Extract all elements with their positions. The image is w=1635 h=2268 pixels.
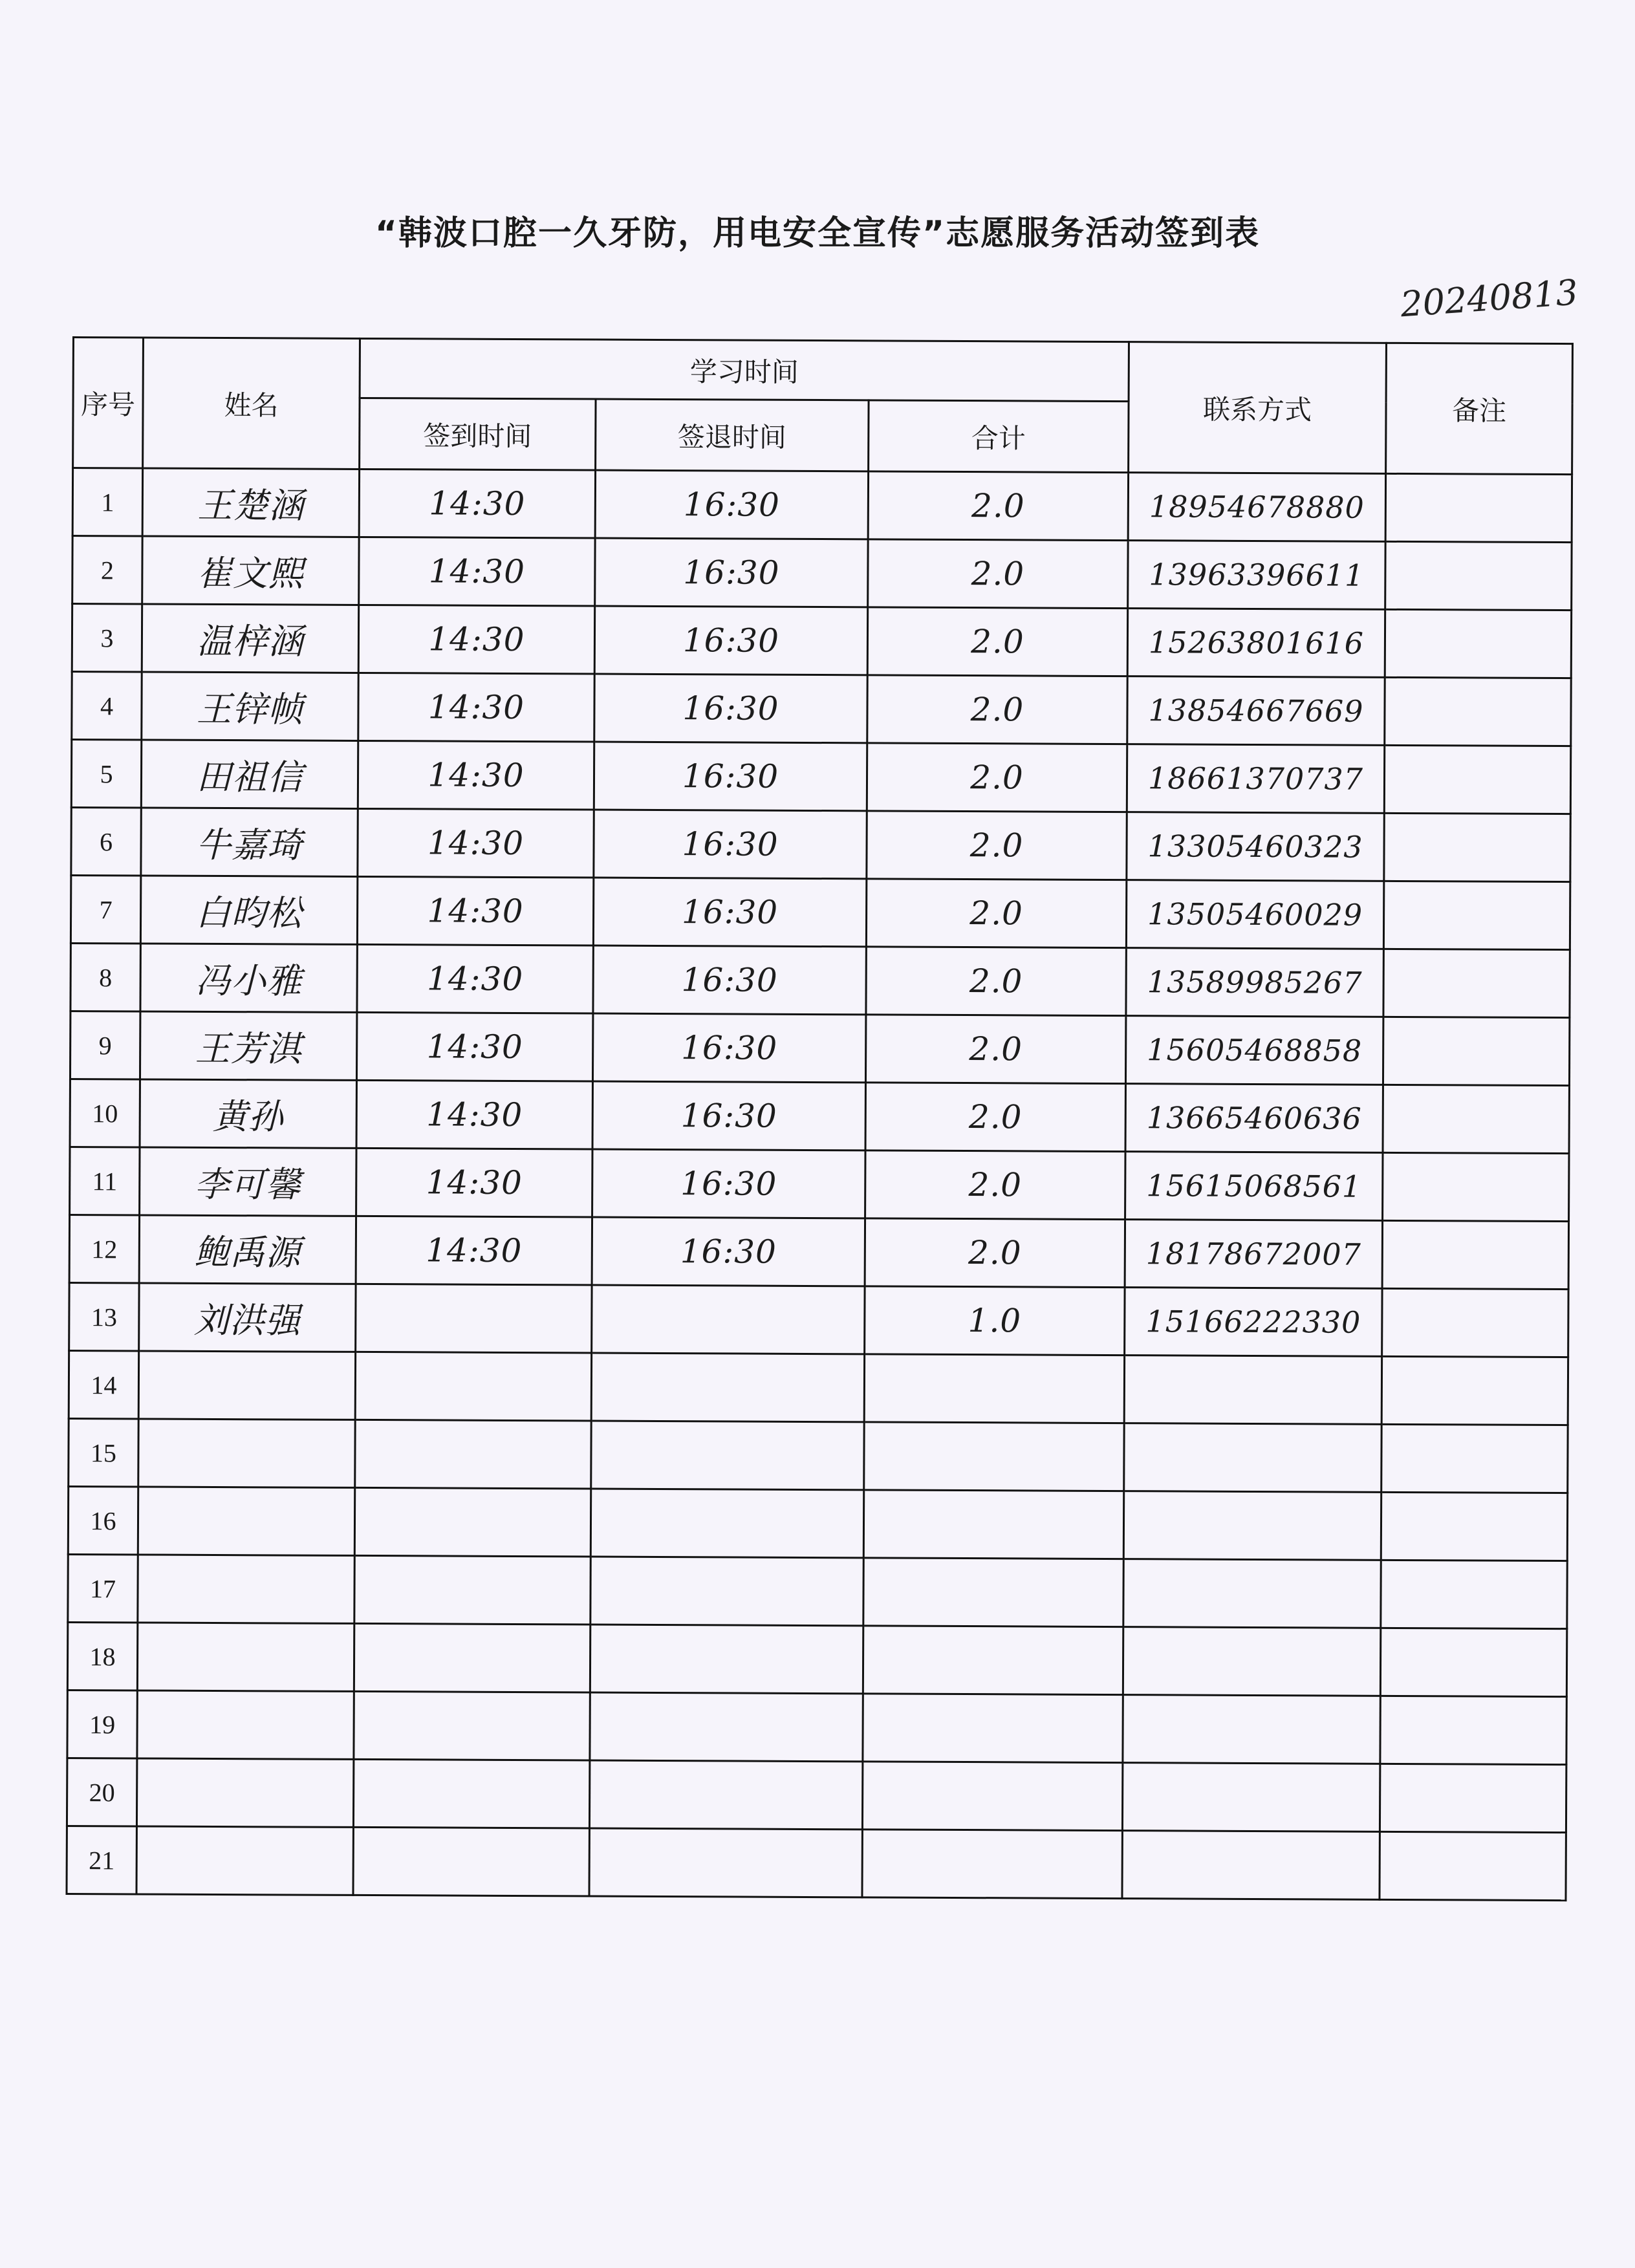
row-index: 11 [70, 1147, 140, 1215]
row-contact: 13305460323 [1127, 812, 1384, 881]
row-index: 14 [69, 1350, 138, 1418]
row-sign-in-time [354, 1555, 590, 1625]
row-contact: 15263801616 [1127, 609, 1385, 678]
header-remark: 备注 [1386, 343, 1573, 474]
row-total: 2.0 [866, 947, 1126, 1016]
row-index: 16 [68, 1486, 138, 1554]
row-remark [1383, 1017, 1569, 1085]
page-title: “韩波口腔一久牙防，用电安全宣传”志愿服务活动签到表 [374, 214, 1261, 253]
row-contact [1124, 1423, 1381, 1493]
row-contact: 13665460636 [1125, 1084, 1383, 1153]
row-sign-out-time [591, 1421, 864, 1490]
row-total: 2.0 [867, 675, 1127, 744]
row-sign-out-time: 16:30 [592, 1149, 865, 1218]
row-contact: 15605468858 [1125, 1016, 1383, 1085]
row-contact [1124, 1355, 1381, 1425]
table-row [71, 740, 1570, 814]
row-index: 7 [70, 875, 140, 943]
header-index: 序号 [73, 338, 144, 468]
row-index: 13 [69, 1282, 139, 1350]
table-row [70, 1147, 1569, 1221]
row-sign-out-time: 16:30 [592, 1013, 865, 1083]
row-contact: 18661370737 [1127, 744, 1384, 814]
table-body [67, 468, 1572, 1901]
row-sign-out-time: 16:30 [593, 945, 866, 1015]
row-name [138, 1555, 354, 1623]
row-index: 21 [67, 1826, 136, 1894]
row-name [137, 1623, 354, 1691]
row-name: 牛嘉琦 [141, 808, 358, 876]
row-remark [1382, 1288, 1568, 1357]
row-name: 冯小雅 [140, 944, 357, 1012]
row-contact: 13589985267 [1126, 948, 1383, 1017]
row-name [138, 1487, 354, 1555]
row-contact: 15166222330 [1125, 1288, 1382, 1357]
row-sign-out-time: 16:30 [594, 606, 867, 675]
row-remark [1383, 949, 1570, 1017]
row-sign-in-time [354, 1623, 590, 1692]
row-sign-out-time [591, 1353, 864, 1422]
row-contact: 13854667669 [1127, 676, 1385, 746]
table-row [67, 1690, 1566, 1764]
row-contact: 13505460029 [1126, 880, 1383, 949]
row-sign-in-time: 14:30 [357, 876, 593, 945]
row-total [863, 1694, 1123, 1763]
row-sign-out-time: 16:30 [595, 470, 868, 539]
row-contact [1123, 1695, 1380, 1764]
row-index: 6 [71, 807, 141, 875]
row-remark [1385, 541, 1572, 610]
row-name [136, 1826, 353, 1895]
row-remark [1382, 1220, 1568, 1289]
row-index: 3 [72, 604, 142, 672]
row-remark [1384, 745, 1570, 814]
row-remark [1381, 1356, 1568, 1425]
row-sign-in-time [356, 1284, 592, 1353]
row-sign-out-time [592, 1285, 865, 1354]
row-sign-in-time: 14:30 [359, 469, 595, 538]
table-row [67, 1758, 1566, 1832]
table-row [72, 672, 1571, 746]
table-row [72, 468, 1572, 543]
row-remark [1380, 1696, 1566, 1764]
row-sign-in-time: 14:30 [356, 1148, 592, 1217]
row-sign-out-time: 16:30 [592, 1081, 865, 1150]
row-index: 2 [72, 536, 142, 604]
row-index: 19 [67, 1690, 137, 1758]
header-contact: 联系方式 [1129, 342, 1387, 474]
row-name: 田祖信 [141, 740, 358, 808]
row-sign-in-time: 14:30 [356, 1080, 592, 1149]
row-name [137, 1690, 354, 1759]
row-total: 2.0 [865, 1218, 1125, 1288]
table-row [70, 1011, 1569, 1085]
row-sign-in-time: 14:30 [356, 1012, 592, 1081]
row-remark [1383, 1085, 1569, 1153]
row-sign-in-time [353, 1827, 589, 1896]
row-remark [1383, 1152, 1569, 1221]
row-name: 温梓涵 [142, 604, 358, 673]
row-sign-in-time: 14:30 [358, 808, 594, 878]
row-contact: 13963396611 [1128, 541, 1385, 610]
table-row [67, 1622, 1566, 1696]
table-row [69, 1350, 1568, 1425]
row-sign-in-time: 14:30 [357, 944, 593, 1013]
row-remark [1385, 473, 1572, 542]
row-index: 5 [71, 740, 141, 808]
row-remark [1384, 813, 1570, 881]
row-contact: 18178672007 [1125, 1220, 1382, 1289]
row-remark [1381, 1424, 1568, 1493]
header-study-time: 学习时间 [360, 338, 1129, 401]
row-name: 刘洪强 [139, 1283, 356, 1352]
row-sign-in-time [353, 1759, 589, 1828]
header-sign-out: 签退时间 [596, 399, 869, 471]
row-index: 20 [67, 1758, 136, 1826]
table-row [72, 536, 1572, 610]
row-total: 1.0 [865, 1286, 1125, 1355]
row-remark [1385, 609, 1571, 678]
row-sign-out-time [590, 1557, 863, 1626]
row-sign-out-time: 16:30 [593, 878, 866, 947]
row-name [136, 1758, 353, 1827]
row-index: 15 [69, 1418, 138, 1486]
row-total: 2.0 [867, 743, 1127, 812]
row-name: 王锌帧 [142, 672, 358, 740]
handwritten-date: 20240813 [1399, 272, 1579, 325]
row-sign-out-time: 16:30 [594, 810, 867, 879]
row-index: 17 [68, 1554, 138, 1622]
row-sign-in-time [354, 1487, 590, 1557]
row-sign-out-time [589, 1828, 862, 1897]
row-contact [1123, 1491, 1381, 1561]
row-sign-in-time [355, 1420, 591, 1489]
row-index: 12 [69, 1215, 139, 1282]
header-total: 合计 [869, 400, 1129, 473]
row-sign-in-time: 14:30 [359, 537, 595, 606]
row-remark [1380, 1628, 1566, 1696]
row-sign-in-time: 14:30 [358, 605, 594, 674]
row-contact [1122, 1763, 1380, 1832]
row-sign-out-time: 16:30 [594, 674, 867, 743]
table-row [70, 1079, 1569, 1153]
row-remark [1383, 881, 1570, 949]
row-sign-out-time [590, 1489, 863, 1558]
row-sign-in-time [354, 1691, 590, 1760]
row-sign-out-time [590, 1625, 863, 1694]
row-remark [1385, 677, 1571, 746]
row-name: 白昀松 [140, 876, 357, 944]
row-sign-in-time [355, 1352, 591, 1421]
row-sign-out-time [590, 1692, 863, 1762]
row-total [864, 1354, 1124, 1423]
row-contact [1123, 1559, 1381, 1628]
row-total [864, 1422, 1124, 1491]
row-total: 2.0 [867, 811, 1127, 880]
row-total: 2.0 [865, 1083, 1125, 1152]
row-remark [1380, 1764, 1566, 1832]
row-total: 2.0 [868, 539, 1128, 609]
row-sign-out-time: 16:30 [592, 1217, 865, 1286]
table-row [69, 1282, 1568, 1357]
row-name: 李可馨 [140, 1147, 356, 1216]
row-index: 9 [70, 1011, 140, 1079]
row-contact [1122, 1831, 1380, 1900]
sign-in-table [65, 336, 1574, 1901]
table-row [68, 1554, 1567, 1628]
row-name: 王楚涵 [142, 468, 359, 537]
row-total [863, 1490, 1123, 1559]
row-name: 崔文熙 [142, 536, 359, 605]
row-total: 2.0 [866, 879, 1126, 948]
table-row [68, 1486, 1567, 1561]
row-remark [1380, 1831, 1566, 1900]
row-sign-out-time: 16:30 [594, 742, 867, 811]
table-row [69, 1215, 1568, 1289]
table-row [67, 1826, 1566, 1900]
table-row [71, 807, 1570, 881]
row-name: 鲍禹源 [139, 1215, 356, 1284]
row-total [863, 1558, 1123, 1627]
row-contact: 18954678880 [1128, 473, 1385, 542]
table-row [70, 875, 1570, 949]
row-sign-in-time: 14:30 [356, 1216, 592, 1285]
row-remark [1381, 1560, 1567, 1628]
row-name: 王芳淇 [140, 1011, 356, 1080]
table-row [70, 943, 1570, 1017]
row-index: 10 [70, 1079, 140, 1147]
row-contact [1123, 1627, 1380, 1696]
header-name: 姓名 [143, 338, 360, 469]
row-name [138, 1351, 355, 1420]
row-total: 2.0 [865, 1015, 1125, 1084]
row-total [862, 1830, 1122, 1899]
row-index: 8 [70, 943, 140, 1011]
row-total: 2.0 [865, 1150, 1125, 1220]
row-total: 2.0 [867, 607, 1127, 676]
row-name [138, 1419, 355, 1487]
header-sign-in: 签到时间 [360, 398, 596, 470]
row-sign-in-time: 14:30 [358, 740, 594, 810]
row-sign-in-time: 14:30 [358, 673, 594, 742]
row-total [863, 1626, 1123, 1695]
row-index: 1 [72, 468, 142, 536]
row-total: 2.0 [868, 471, 1128, 541]
row-name: 黄孙 [140, 1079, 356, 1148]
table-row [72, 604, 1571, 678]
row-index: 4 [72, 672, 142, 740]
row-sign-out-time: 16:30 [595, 538, 868, 607]
row-total [862, 1762, 1122, 1831]
row-contact: 15615068561 [1125, 1152, 1383, 1221]
table-row [69, 1418, 1568, 1493]
row-remark [1381, 1492, 1567, 1561]
row-index: 18 [67, 1622, 137, 1690]
row-sign-out-time [589, 1760, 862, 1830]
